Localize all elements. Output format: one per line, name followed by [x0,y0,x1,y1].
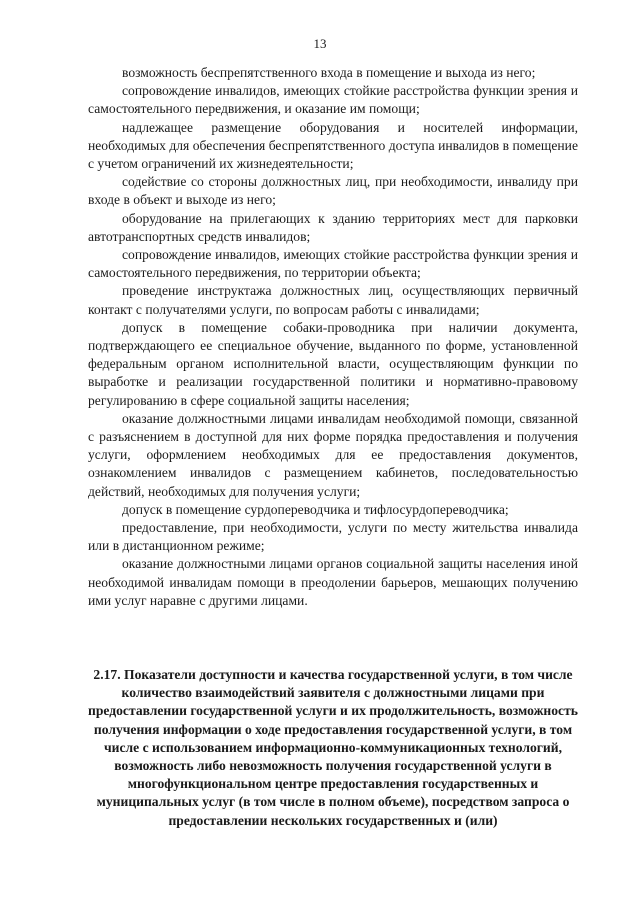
paragraph: возможность беспрепятственного входа в помещение и выхода из него; [122,65,536,80]
section-heading: 2.17. Показатели доступности и качества государственной услуги, в том числе количество взаимодействий заявителя с должностными лицами при предоставлении государственной услуги и их продолжительность, возможность получения информации о ходе предоставления государственной услуги, в том числе с использованием информационно-коммуникационных технологий, возможность либо невозможность получения государственной услуги в многофункциональном центре предоставления государственных и муниципальных услуг (в том числе в полном объеме), посредством запроса о предоставлении нескольких государственных и (или) [88,667,578,828]
paragraph: содействие со стороны должностных лиц, при необходимости, инвалиду при входе в объект и выходе из него; [88,174,578,208]
paragraph: оказание должностными лицами инвалидам необходимой помощи, связанной с разъяснением в доступной для них форме порядка предоставления и получения услуги, оформлением необходимых для ее предоставления документов, ознакомлением инвалидов с размещением кабинетов, последовательностью действий, необходимых для получения услуги; [88,410,578,499]
paragraph: допуск в помещение собаки-проводника при наличии документа, подтверждающего ее специальное обучение, выданного по форме, установленной федеральным органом исполнительной власти, осуществляющим функции по выработке и реализации государственной политики и нормативно-правовому регулированию в сфере социальной защиты населения; [88,319,578,408]
document-body [88,64,578,610]
paragraph: сопровождение инвалидов, имеющих стойкие расстройства функции зрения и самостоятельного передвижения, по территории объекта; [88,247,578,281]
paragraph: проведение инструктажа должностных лиц, осуществляющих первичный контакт с получателями услуги, по вопросам работы с инвалидами; [88,283,578,317]
paragraph: надлежащее размещение оборудования и носителей информации, необходимых для обеспечения беспрепятственного доступа инвалидов в помещение с учетом ограничений их жизнедеятельности; [88,119,578,172]
paragraph: оборудование на прилегающих к зданию территориях мест для парковки автотранспортных средств инвалидов; [88,210,578,244]
paragraph: допуск в помещение сурдопереводчика и тифлосурдопереводчика; [122,501,509,517]
paragraph: предоставление, при необходимости, услуги по месту жительства инвалида или в дистанционном режиме; [88,520,578,554]
paragraph: сопровождение инвалидов, имеющих стойкие расстройства функции зрения и самостоятельного передвижения, и оказание им помощи; [88,83,578,117]
paragraph: оказание должностными лицами органов социальной защиты населения иной необходимой инвалидам помощи в преодолении барьеров, мешающих получению ими услуг наравне с другими лицами. [88,556,578,608]
page-number: 13 [313,36,327,51]
